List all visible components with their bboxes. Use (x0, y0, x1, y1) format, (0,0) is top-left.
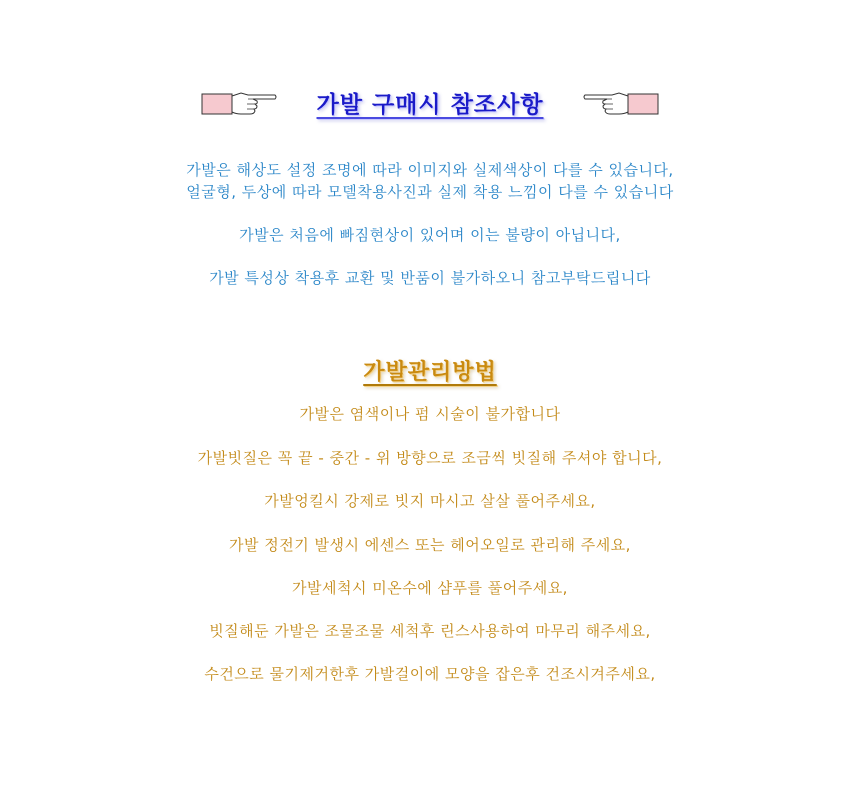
purchase-notes-header (0, 86, 860, 126)
care-line: 가발 정전기 발생시 에센스 또는 헤어오일로 관리해 주세요, (229, 536, 631, 554)
purchase-note-line: 가발은 처음에 빠짐현상이 있어며 이는 불량이 아닙니다, (239, 226, 621, 244)
care-header (0, 355, 860, 386)
pointing-hand-left-icon (581, 88, 659, 118)
purchase-note-line: 가발 특성상 착용후 교환 및 반품이 불가하오니 참고부탁드립니다 (209, 269, 651, 287)
pointing-hand-right-icon (201, 88, 279, 118)
purchase-notes-paragraph-2 (0, 224, 860, 246)
purchase-notes-title: 가발 구매시 참조사항 (316, 92, 544, 118)
care-title: 가발관리방법 (363, 360, 497, 385)
purchase-note-line: 얼굴형, 두상에 따라 모델착용사진과 실제 착용 느낌이 다를 수 있습니다 (186, 183, 674, 201)
care-line: 빗질해둔 가발은 조물조물 세척후 린스사용하여 마무리 해주세요, (209, 622, 651, 640)
care-line: 가발빗질은 꼭 끝 - 중간 - 위 방향으로 조금씩 빗질해 주셔야 합니다, (197, 449, 663, 467)
purchase-notes-title-row (201, 86, 660, 119)
purchase-notes-paragraph-3 (0, 267, 860, 289)
care-line: 가발은 염색이나 펌 시술이 불가합니다 (299, 405, 561, 423)
purchase-note-line: 가발은 해상도 설정 조명에 따라 이미지와 실제색상이 다를 수 있습니다, (186, 161, 674, 179)
care-line: 가발엉킬시 강제로 빗지 마시고 살살 풀어주세요, (264, 492, 596, 510)
purchase-notes-paragraph-1 (0, 159, 860, 203)
care-line: 수건으로 물기제거한후 가발걸이에 모양을 잡은후 건조시겨주세요, (204, 665, 656, 683)
care-line: 가발세척시 미온수에 샴푸를 풀어주세요, (292, 579, 568, 597)
